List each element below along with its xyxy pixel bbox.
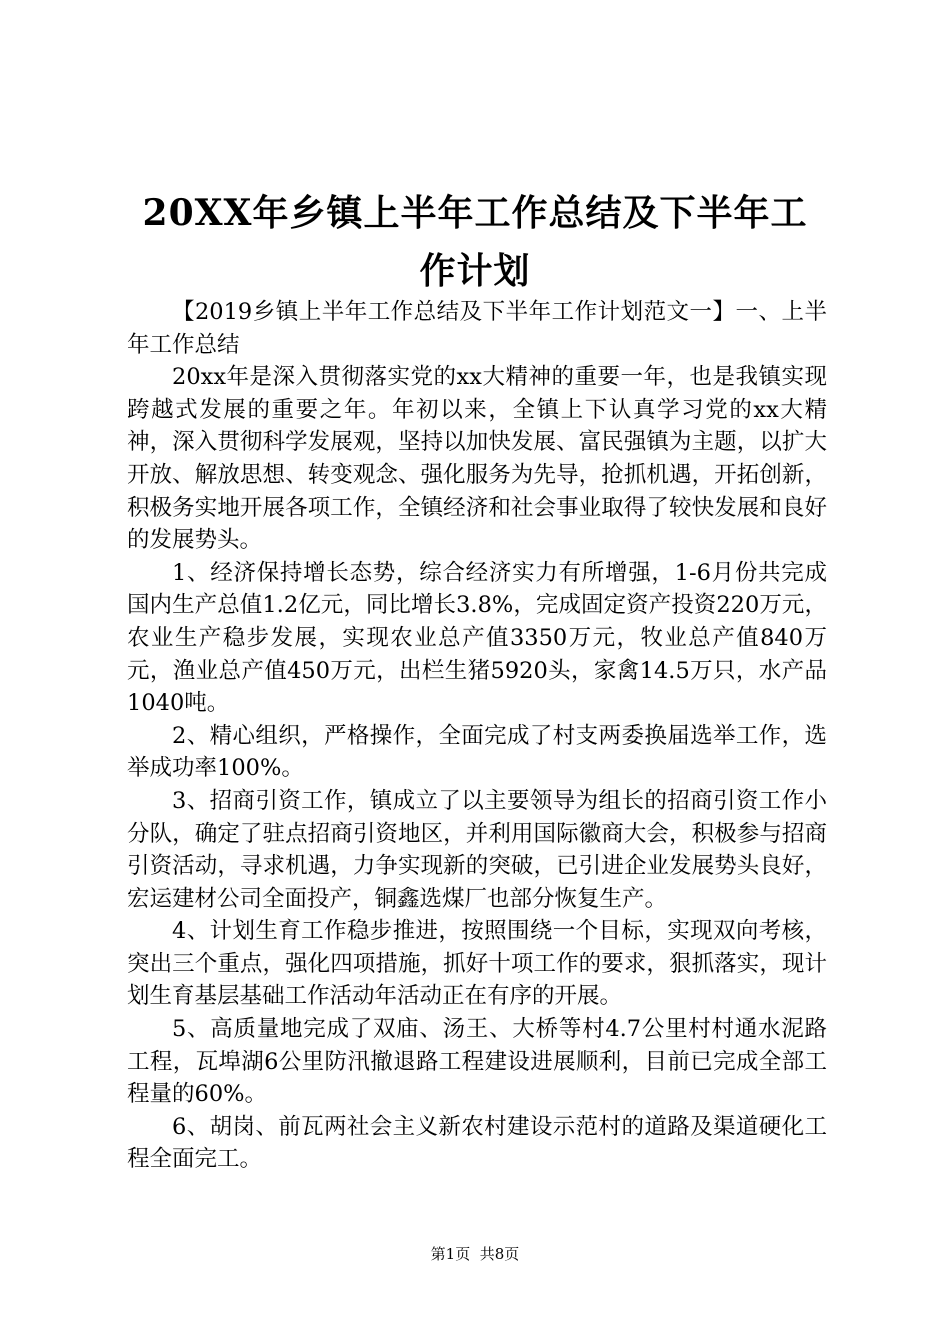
document-title: 20XX年乡镇上半年工作总结及下半年工作计划 (142, 192, 808, 292)
paragraph-item-3: 3、招商引资工作，镇成立了以主要领导为组长的招商引资工作小分队，确定了驻点招商引资地区，并利用国际徽商大会，积极参与招商引资活动，寻求机遇，力争实现新的突破，已引进企业发展势头良好，宏运建材公司全面投产，铜鑫选煤厂也部分恢复生产。 (127, 787, 827, 912)
page-footer (0, 1244, 950, 1264)
paragraph-intro: 【2019乡镇上半年工作总结及下半年工作计划范文一】一、上半年工作总结 (127, 299, 827, 358)
page-number: 第1页 (430, 1245, 471, 1263)
document-body (127, 296, 827, 1176)
paragraph-item-5: 5、高质量地完成了双庙、汤王、大桥等村4.7公里村村通水泥路工程，瓦埠湖6公里防汛撤退路工程建设进展顺利，目前已完成全部工程量的60%。 (127, 1016, 827, 1108)
paragraph-overview: 20xx年是深入贯彻落实党的xx大精神的重要一年，也是我镇实现跨越式发展的重要之年。年初以来，全镇上下认真学习党的xx大精神，深入贯彻科学发展观，坚持以加快发展、富民强镇为主题，以扩大开放、解放思想、转变观念、强化服务为先导，抢抓机遇，开拓创新，积极务实地开展各项工作，全镇经济和社会事业取得了较快发展和良好的发展势头。 (127, 364, 827, 554)
page-total: 共8页 (479, 1245, 520, 1263)
paragraph-item-4: 4、计划生育工作稳步推进，按照围绕一个目标，实现双向考核，突出三个重点，强化四项措施，抓好十项工作的要求，狠抓落实，现计划生育基层基础工作活动年活动正在有序的开展。 (127, 918, 827, 1010)
paragraph-item-2: 2、精心组织，严格操作，全面完成了村支两委换届选举工作，选举成功率100%。 (127, 722, 827, 782)
paragraph-item-6: 6、胡岗、前瓦两社会主义新农村建设示范村的道路及渠道硬化工程全面完工。 (127, 1113, 827, 1173)
paragraph-item-1: 1、经济保持增长态势，综合经济实力有所增强，1-6月份共完成国内生产总值1.2亿元，同比增长3.8%，完成固定资产投资220万元，农业生产稳步发展，实现农业总产值3350万元，牧业总产值840万元，渔业总产值450万元，出栏生猪5920头，家禽14.5万只，水产品1040吨。 (127, 559, 827, 717)
